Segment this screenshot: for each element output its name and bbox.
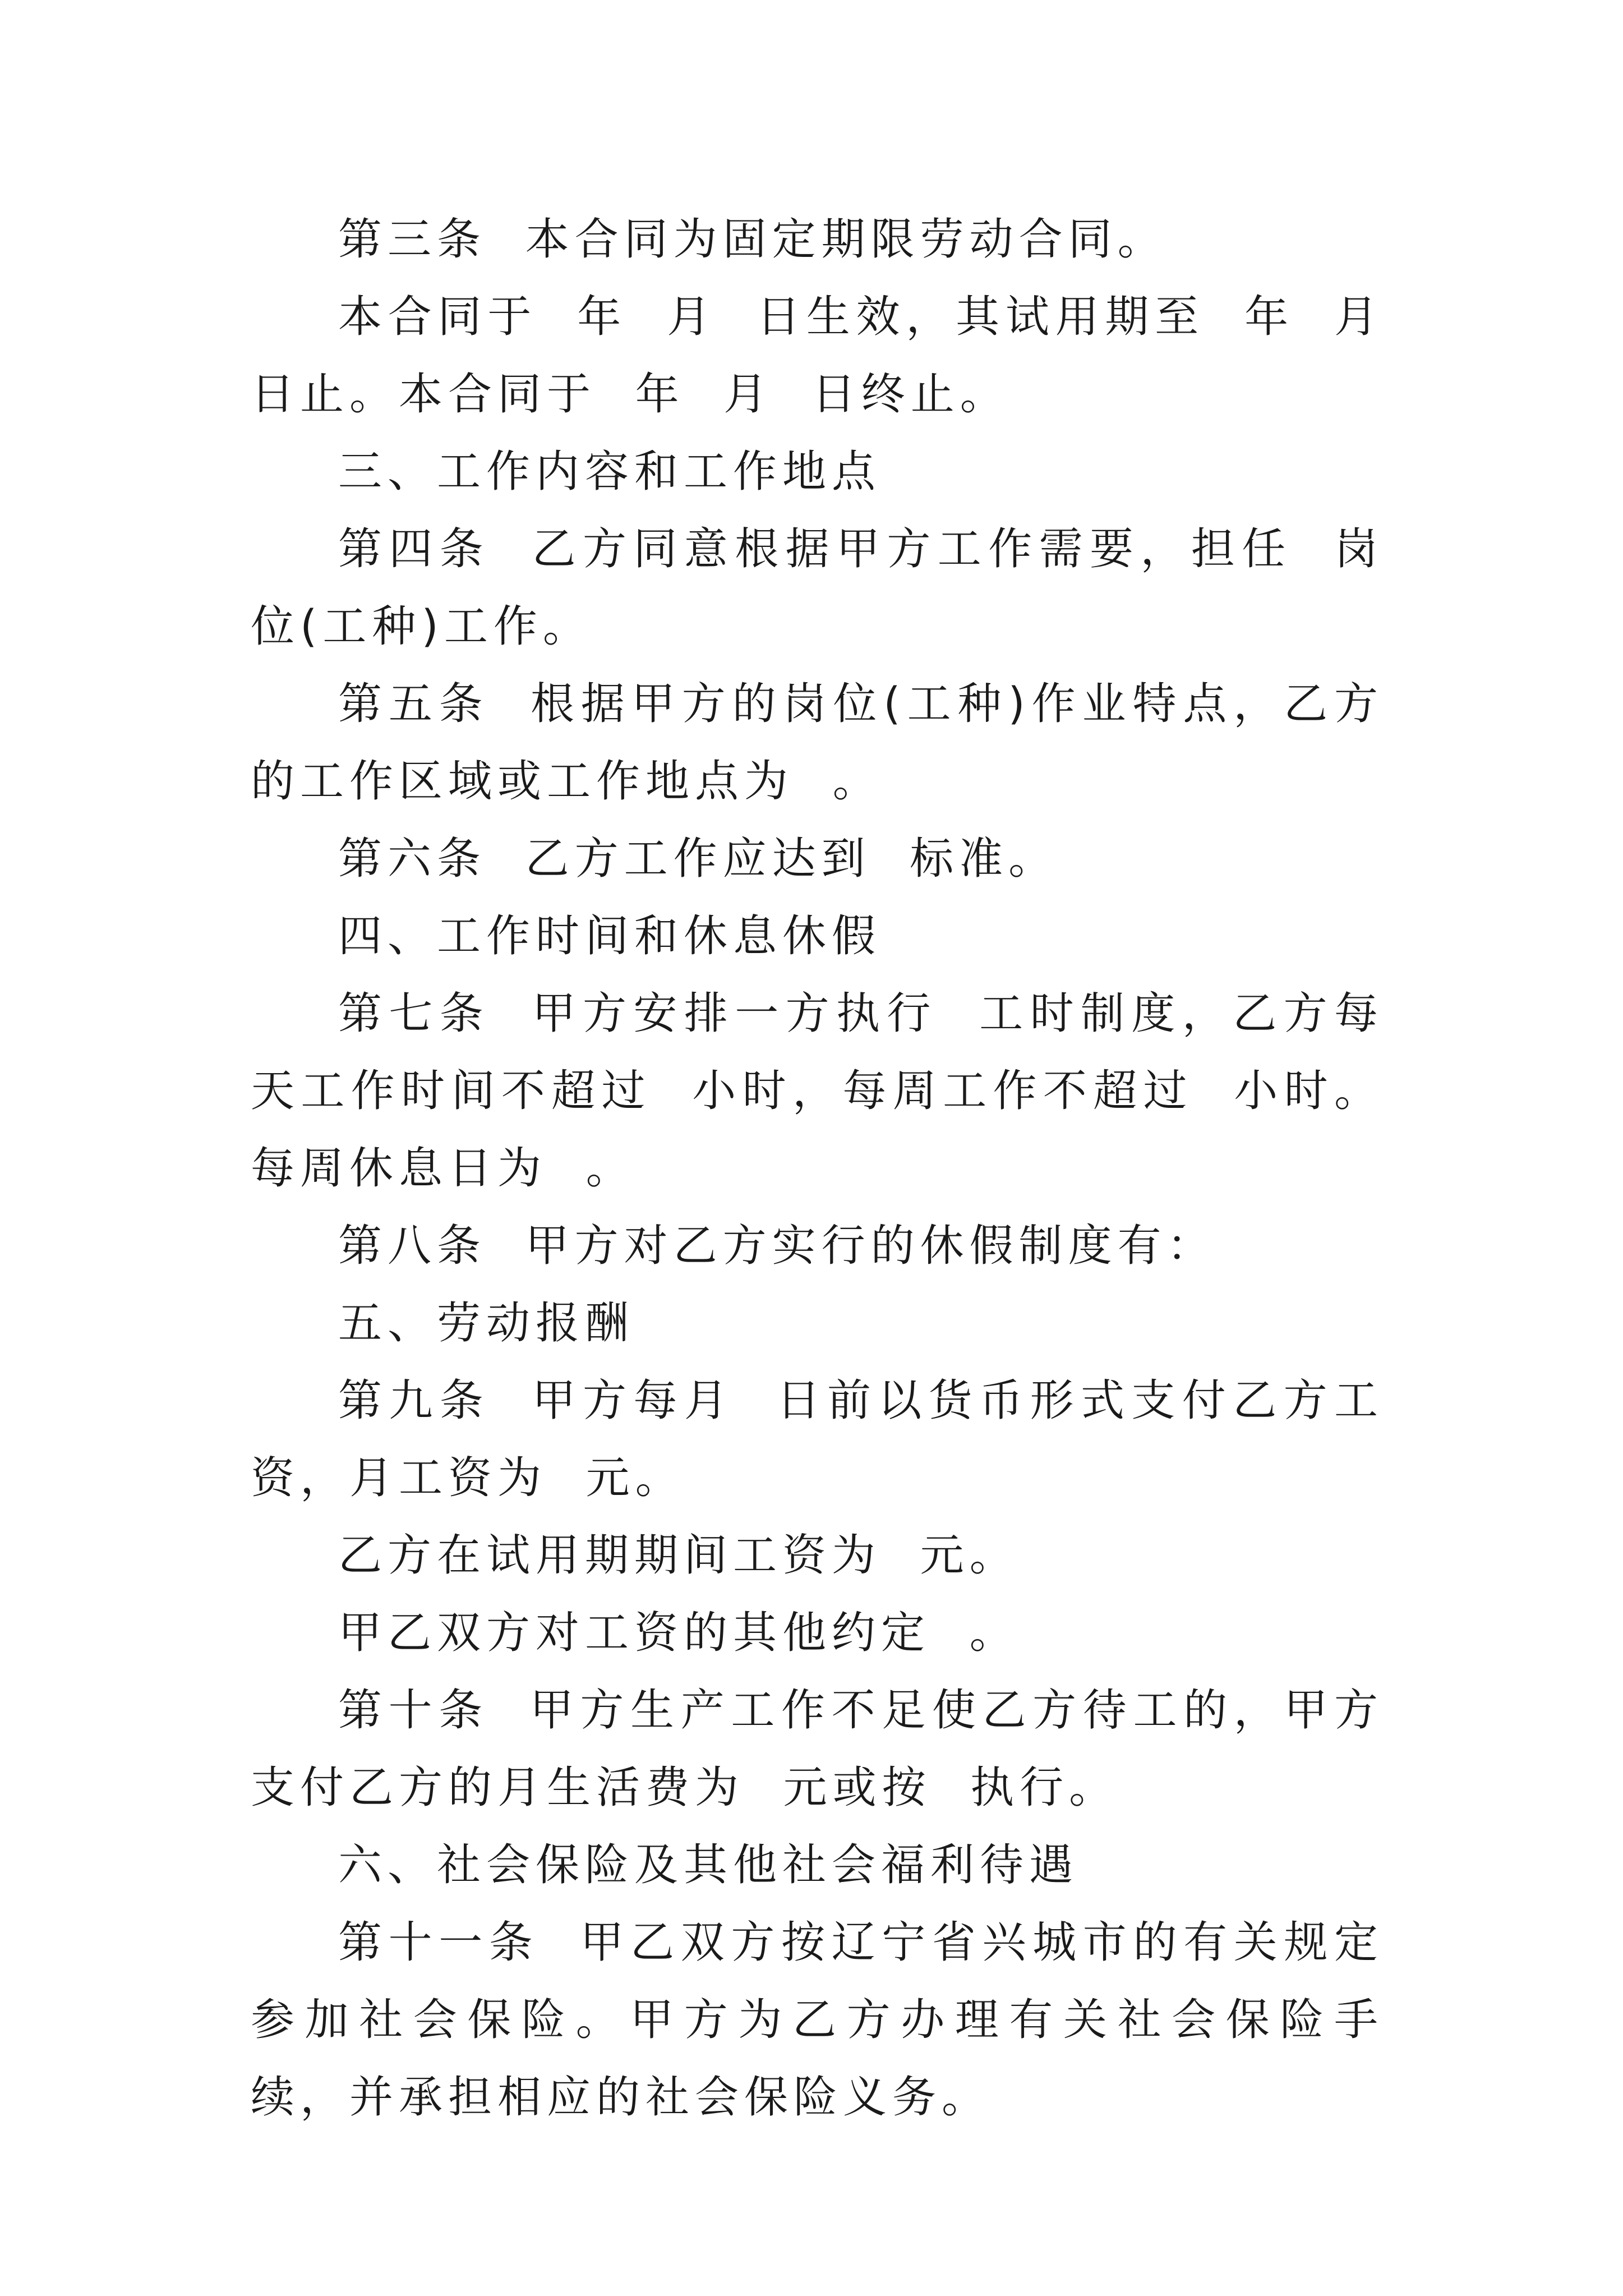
probation-wage: 乙方在试用期期间工资为 元。 <box>338 1530 1019 1581</box>
article-6: 第六条 乙方工作应达到 标准。 <box>338 834 1058 884</box>
section-4-heading: 四、工作时间和休息休假 <box>338 911 882 961</box>
article-10: 第十条 甲方生产工作不足使乙方待工的，甲方支付乙方的月生活费为 元或按 执行。 <box>251 1685 1384 1813</box>
article-11: 第十一条 甲乙双方按辽宁省兴城市的有关规定参加社会保险。甲方为乙方办理有关社会保险手续，并承担相应的社会保险义务。 <box>251 1917 1384 2123</box>
article-3: 第三条 本合同为固定期限劳动合同。 <box>338 214 1167 265</box>
article-8: 第八条 甲方对乙方实行的休假制度有： <box>338 1221 1216 1271</box>
article-3-term: 本合同于 年 月 日生效，其试用期至 年 月 日止。本合同于 年 月 日终止。 <box>251 292 1423 420</box>
article-7: 第七条 甲方安排一方执行 工时制度，乙方每天工作时间不超过 小时，每周工作不超过 小时。每周休息日为 。 <box>251 988 1384 1194</box>
section-6-heading: 六、社会保险及其他社会福利待遇 <box>338 1840 1079 1890</box>
article-9: 第九条 甲方每月 日前以货币形式支付乙方工资，月工资为 元。 <box>251 1375 1384 1503</box>
article-5: 第五条 根据甲方的岗位(工种)作业特点，乙方的工作区域或工作地点为 。 <box>251 679 1384 807</box>
section-5-heading: 五、劳动报酬 <box>338 1298 635 1349</box>
document-body <box>251 201 1423 2136</box>
other-wage-terms: 甲乙双方对工资的其他约定 。 <box>338 1608 1019 1658</box>
section-3-heading: 三、工作内容和工作地点 <box>338 447 882 497</box>
article-4: 第四条 乙方同意根据甲方工作需要，担任 岗位(工种)工作。 <box>251 524 1384 652</box>
